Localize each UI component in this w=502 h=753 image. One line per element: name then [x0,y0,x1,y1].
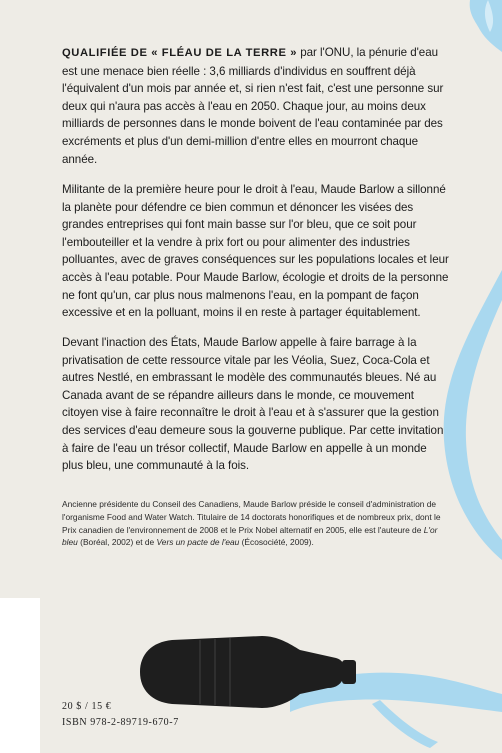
price-label: 20 $ / 15 € [62,701,112,712]
bio-book-title-2: Vers un pacte de l'eau [156,537,240,548]
bottle-cap [342,660,356,684]
bio-text-1: Ancienne présidente du Conseil des Canadiens, Maude Barlow préside le conseil d'administration de l'organisme Food and Water Watch. Titulaire de 14 doctorats honorifiques et de nombreux prix, dont le Prix canadien de l'environnement de 2008 et le Prix Nobel alternatif en 2005, elle est l'auteure de [62,499,441,535]
barcode-area [0,598,40,753]
summary-paragraph-2: Militante de la première heure pour le droit à l'eau, Maude Barlow a sillonné la planète pour défendre ce bien commun et dénoncer les visées des grandes entreprises qui font main basse sur l'or bleu, que ce soit pour l'embouteiller et la vendre à prix fort ou pour alimenter des industries polluantes, avec de graves conséquences sur les populations locales et leur accès à l'eau potable. Pour Maude Barlow, écologie et droits de la personne ne font qu'un, car plus nous malmenons l'eau, en la pompant de façon excessive et en la polluant, moins il en reste à partager équitablement. [62,183,449,320]
bio-text-3: (Écosociété, 2009). [239,537,314,548]
bio-text-2: (Boréal, 2002) et de [77,537,157,548]
author-bio [62,498,452,549]
bio-book-title-1: L'or bleu [62,524,438,548]
isbn-label: ISBN 978-2-89719-670-7 [62,717,179,728]
water-stream-bottom [372,700,438,748]
summary-paragraph-1 [62,44,450,168]
water-wave-right [444,270,502,560]
lead-phrase: QUALIFIÉE DE « FLÉAU DE LA TERRE » [62,47,298,59]
summary-paragraph-3: Devant l'inaction des États, Maude Barlow appelle à faire barrage à la privatisation de cette ressource vitale par les Véolia, Suez, Coca-Cola et autres Nestlé, en embrassant le modèle des communautés bleues. Né au Canada avant de se répandre ailleurs dans le monde, ce mouvement citoyen vise à faire reconnaître le droit à l'eau et à s'assurer que la gestion des services d'eau demeure sous la gouverne publique. Par cette invitation à faire de l'eau un trésor collectif, Maude Barlow en appelle à un monde plus bleu, une communauté à la fois. [62,336,444,473]
paragraph-1-body: par l'ONU, la pénurie d'eau est une menace bien réelle : 3,6 milliards d'individus en souffrent déjà l'équivalent d'un mois par année et, si rien n'est fait, c'est une personne sur deux qui n'aura pas accès à l'eau en 2050. Chaque jour, au moins deux milliards de personnes dans le monde boivent de l'eau contaminée par des excréments et plus d'un demi-million d'entre elles en mourront chaque année. [62,46,444,166]
